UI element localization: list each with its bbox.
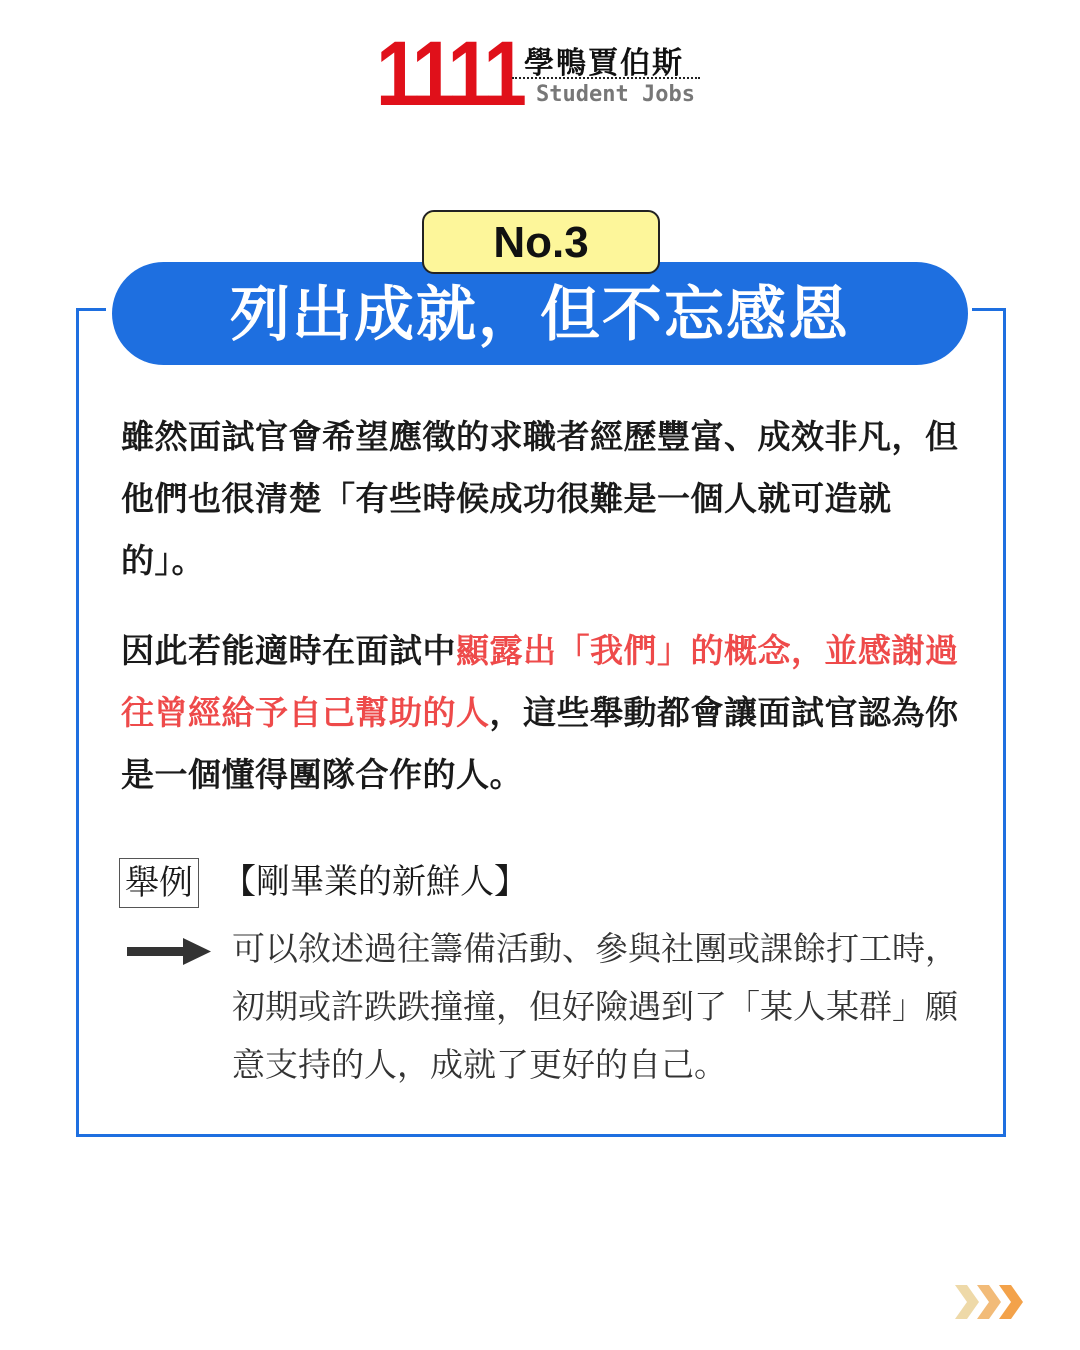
frame-top-left (76, 308, 106, 311)
logo-english: Student Jobs (536, 82, 695, 107)
paragraph-2 (121, 620, 961, 806)
example-body: 可以敘述過往籌備活動、參與社團或課餘打工時，初期或許跌跌撞撞，但好險遇到了「某人某群」願意支持的人，成就了更好的自己。 (232, 929, 958, 1084)
example-title: 【剛畢業的新鮮人】 (222, 862, 528, 902)
title-banner: 列出成就，但不忘感恩 (112, 262, 968, 365)
paragraph-2-after: ，這些舉動都會讓面試官認為你是一個懂得團隊合作的人。 (121, 693, 959, 794)
number-badge: No.3 (422, 210, 660, 274)
logo-number: 1111 (376, 23, 524, 125)
paragraph-1: 雖然面試官會希望應徵的求職者經歷豐富、成效非凡，但他們也很清楚「有些時候成功很難是一個人就可造就的」。 (121, 417, 959, 580)
next-chevrons-icon[interactable] (955, 1282, 1027, 1322)
paragraph-2-highlight: 顯露出「我們」的概念，並感謝過往曾經給予自己幫助的人 (121, 631, 959, 732)
logo-divider (512, 77, 700, 79)
paragraph-2-before: 因此若能適時在面試中 (121, 631, 456, 670)
arrow-right-icon (127, 936, 211, 966)
frame-top-right (972, 308, 1003, 311)
example-tag: 舉例 (119, 858, 199, 908)
logo-chinese: 學鴨賈伯斯 (524, 46, 684, 81)
